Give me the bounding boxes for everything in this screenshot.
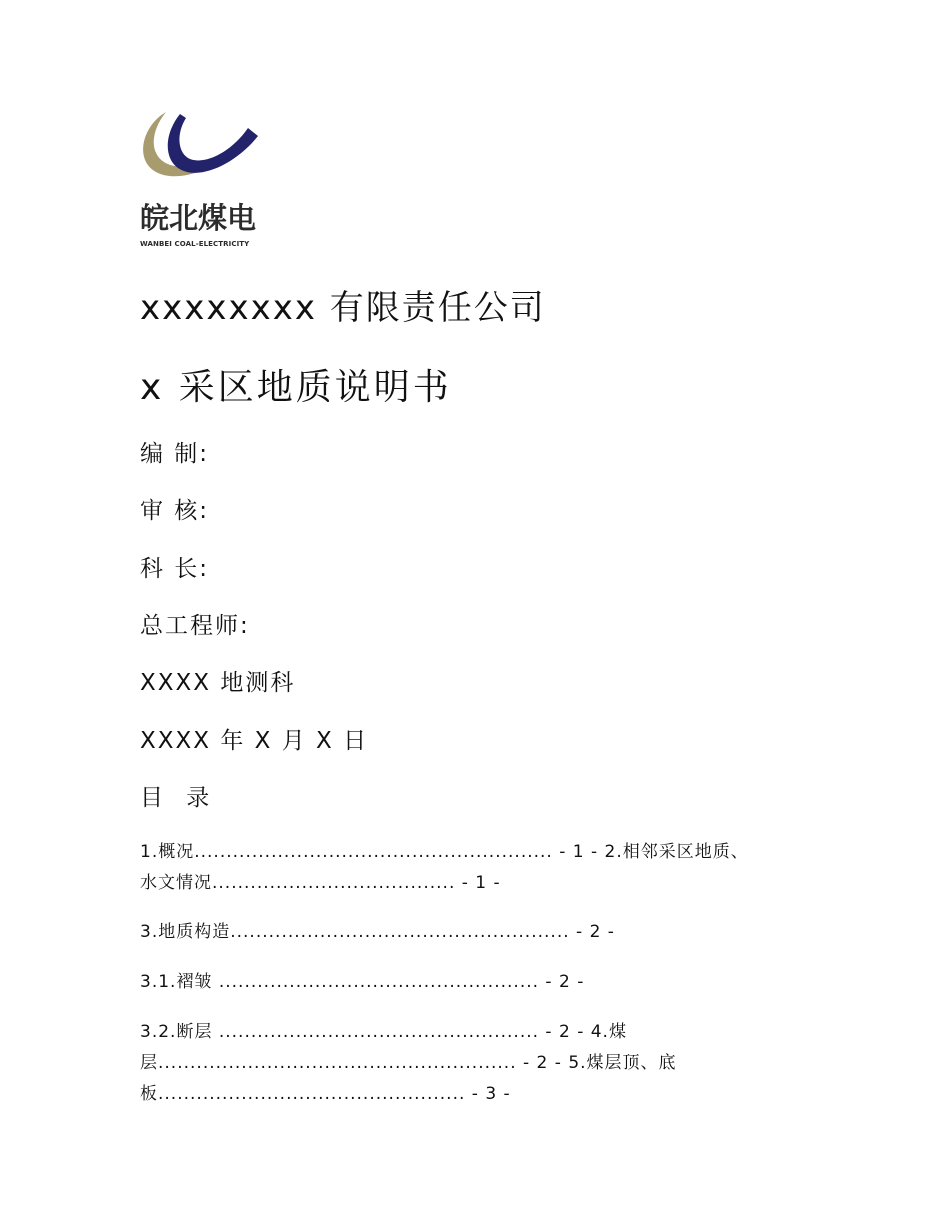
toc-line: 水文情况...................................... - 1 - [140, 873, 501, 893]
toc-entry-group [140, 1017, 830, 1110]
chief-engineer-field: 总工程师: [140, 613, 250, 639]
toc-line: 1.概况........................................................ - 1 - 2.相邻采区地质、 [140, 842, 749, 862]
toc-line: 层........................................................ - 2 - 5.煤层顶、底 [140, 1053, 677, 1073]
document-title: x 采区地质说明书 [140, 367, 452, 408]
toc-line: 3.1.褶皱 .................................................. - 2 - [140, 972, 585, 992]
toc-entry-group [140, 967, 830, 998]
section-chief-field: 科 长: [140, 556, 210, 582]
company-logo [136, 108, 262, 254]
toc-entry-group [140, 917, 830, 948]
logo-swoosh-icon [136, 108, 262, 204]
toc-line: 板................................................ - 3 - [140, 1084, 511, 1104]
logo-english-name: WANBEI COAL-ELECTRICITY [140, 240, 250, 248]
toc-heading: 目 录 [140, 785, 218, 811]
toc-entry-group [140, 837, 830, 899]
department-field: XXXX 地测科 [140, 670, 296, 696]
company-name: xxxxxxxx 有限责任公司 [140, 288, 546, 328]
editor-field: 编 制: [140, 441, 210, 467]
logo-chinese-name: 皖北煤电 [140, 201, 257, 235]
toc-line: 3.地质构造..................................................... - 2 - [140, 922, 615, 942]
toc-line: 3.2.断层 .................................................. - 2 - 4.煤 [140, 1022, 627, 1042]
reviewer-field: 审 核: [140, 498, 210, 524]
date-field: XXXX 年 X 月 X 日 [140, 728, 369, 754]
